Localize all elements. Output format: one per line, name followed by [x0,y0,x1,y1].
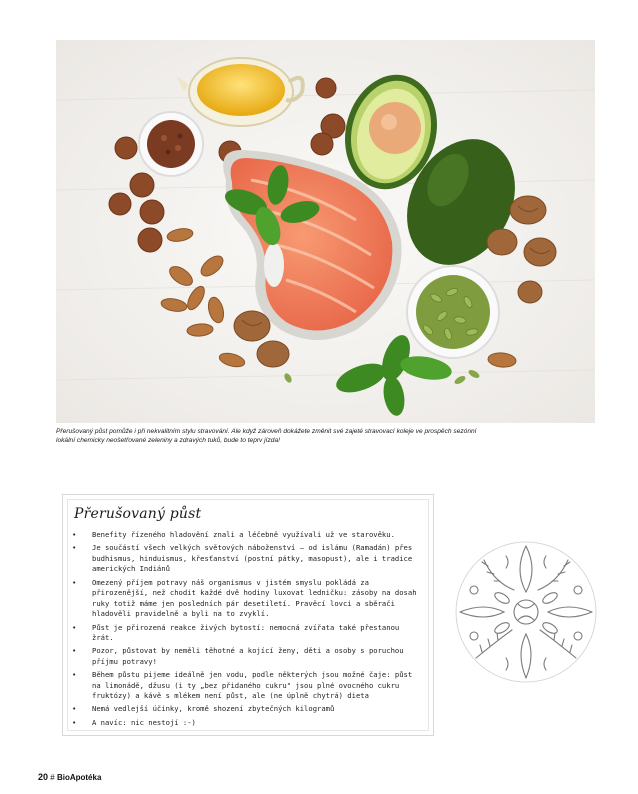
page-number: 20 [38,772,49,782]
bullet-icon: • [72,717,77,727]
photo-caption: Přerušovaný půst pomůže i při nekvalitním stylu stravování. Ale když zároveň dokážete změnit své zajeté stravovací koleje ve prospěch sezónní lokální chemicky neošetřované zeleniny a zdravých tuků, bude to teprv jízda! [56,428,477,444]
list-item: • Benefity řízeného hladovění znali a léčebně využívali už ve starověku. [72,530,395,539]
list-item: • Pozor, půstovat by neměli těhotné a kojící ženy, děti a osoby s poruchou příjmu potravy! [72,646,404,666]
box-title: Přerušovaný půst [74,506,202,522]
list-item: • A navíc: nic nestojí :-) [72,717,196,727]
fasting-facts-list [70,530,422,731]
herb-wreath-illustration [454,540,599,685]
healthy-fats-illustration [56,40,595,423]
list-item: • Omezený příjem potravy náš organismus v jistém smyslu pokládá za přirozenější, než chodit každé dvě hodiny luxovat ledničku: zásoby na dosah ruky totiž máme jen posledních pár desetiletí. Pravěcí lovci a sběrači hladověli pravidelně a byli na to zvyklí. [72,577,417,619]
list-item: • Půst je přirozená reakce živých bytostí: nemocná zvířata také přestanou žrát. [72,622,400,643]
bullet-icon: • [72,704,77,714]
magazine-name: BioApotéka [56,773,102,782]
list-item: • Nemá vedlejší účinky, kromě shození zbytečných kilogramů [72,704,335,714]
bullet-icon: • [72,670,77,680]
bullet-icon: • [72,622,77,632]
list-item: • Je součástí všech velkých světových náboženství – od islámu (Ramadán) přes budhismus, hinduismus, křesťanství (postní pátky, masopust), ale i tradice amerických Indiánů [72,543,413,574]
footer-separator: # [50,773,55,782]
herb-wreath-icon [454,540,599,685]
list-item: • Během půstu pijeme ideálně jen vodu, podle některých jsou možné čaje: půst na limonádě, džusu (i ty „bez přidaného cukru" jsou plné ovocného cukru fruktózy) a kávě s mlékem není půst, ale (ne úplně chytrá) dieta [72,670,413,701]
bullet-icon: • [72,543,77,553]
bullet-icon: • [72,577,77,587]
food-photo [56,40,595,423]
flaxseed-bowl [139,112,203,176]
bullet-icon: • [72,530,77,539]
page-footer [38,772,101,782]
bullet-icon: • [72,646,77,656]
